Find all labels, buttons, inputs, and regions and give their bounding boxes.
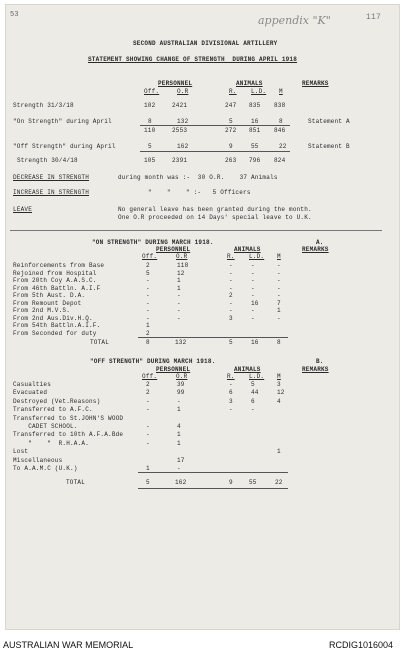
cell-off: -	[146, 439, 150, 447]
cell-or: -	[177, 465, 181, 472]
row-label: Evacuated	[13, 389, 48, 397]
row-label: Lost	[13, 448, 29, 456]
section-b-letter: B.	[316, 358, 324, 365]
cell-m: 838	[274, 102, 286, 109]
cell-off: -	[146, 307, 150, 314]
cell-ld: -	[251, 269, 255, 277]
cell-off: 8	[148, 118, 152, 125]
increase-text: " " " :- 5 Officers	[148, 189, 251, 196]
section-a-sub-r: R.	[227, 253, 235, 260]
section-a-title: "ON STRENGTH" DURING MARCH 1918.	[92, 239, 214, 246]
row-label: From 5th Aust. D.A.	[13, 292, 86, 299]
cell-off: -	[146, 292, 150, 299]
page-number: 117	[366, 13, 382, 22]
cell-off: 102	[144, 102, 156, 109]
cell-r: -	[229, 262, 233, 269]
row-label: "Off Strength" during April	[13, 143, 116, 150]
section-b-total-or: 162	[175, 479, 187, 486]
cell-or: -	[177, 314, 181, 322]
sum-rule	[140, 151, 290, 152]
cell-r: 9	[229, 143, 233, 150]
cell-m: -	[277, 284, 281, 292]
cell-ld: 55	[251, 143, 259, 150]
subheader-r: R.	[229, 88, 237, 95]
cell-or: 2421	[172, 102, 188, 109]
cell-or: 118	[177, 262, 189, 269]
cell-off: -	[146, 299, 150, 307]
sum-rule	[138, 472, 288, 473]
cell-or: 2391	[172, 157, 188, 164]
cell-m: -	[277, 277, 281, 284]
cell-or: 2553	[172, 127, 188, 134]
cell-ld: -	[251, 284, 255, 292]
sum-rule	[138, 337, 288, 338]
cell-off: 1	[146, 465, 150, 472]
cell-or: 4	[177, 423, 181, 430]
section-b-total-ld: 55	[249, 479, 257, 486]
cell-off: -	[146, 314, 150, 322]
subheader-ld: L.D.	[251, 88, 267, 95]
section-a-total-r: 5	[229, 339, 233, 346]
section-a-total-off: 8	[146, 339, 150, 346]
cell-r: 263	[225, 157, 237, 164]
cell-r: 6	[229, 389, 233, 397]
cell-off: -	[146, 284, 150, 292]
row-label: Destroyed (Vet.Reasons)	[13, 397, 101, 405]
cell-m: 824	[274, 157, 286, 164]
cell-m: 8	[279, 118, 283, 125]
cell-off: 2	[146, 389, 150, 397]
leave-label: LEAVE	[13, 206, 33, 213]
cell-m: 846	[274, 127, 286, 134]
cell-ld: 835	[249, 102, 261, 109]
sum-rule	[138, 488, 288, 489]
subheader-off: Off.	[144, 88, 160, 95]
cell-off: -	[146, 406, 150, 414]
cell-r: 3	[229, 314, 233, 322]
cell-m: -	[277, 314, 281, 322]
cell-off: 5	[148, 143, 152, 150]
section-a-letter: A.	[316, 239, 324, 246]
cell-off: 2	[146, 381, 150, 388]
cell-or: 132	[177, 118, 189, 125]
cell-or: -	[177, 292, 181, 299]
cell-or: 1	[177, 439, 181, 447]
cell-off: 2	[146, 329, 150, 337]
subheader-or: O.R	[177, 88, 189, 95]
section-b-sub-m: M	[277, 373, 281, 380]
row-label: Casualties	[13, 381, 52, 388]
cell-r: 3	[229, 397, 233, 405]
cell-ld: 5	[251, 381, 255, 388]
cell-off: -	[146, 431, 150, 439]
section-a-sub-ld: L.D.	[249, 253, 265, 260]
section-b-total-label: TOTAL	[66, 479, 86, 486]
cell-m: 4	[277, 397, 281, 405]
cell-remark: Statement A	[308, 118, 350, 125]
section-divider	[10, 230, 382, 231]
cell-r: 2	[229, 292, 233, 299]
row-label: Reinforcements from Base	[13, 262, 105, 269]
cell-off: -	[146, 397, 150, 405]
subheader-m: M	[279, 88, 283, 95]
cell-m: 12	[277, 389, 285, 397]
cell-or: 162	[177, 143, 189, 150]
document-title: SECOND AUSTRALIAN DIVISIONAL ARTILLERY	[133, 40, 278, 47]
section-b-sub-or: O.R	[176, 373, 188, 380]
cell-r: -	[229, 381, 233, 388]
row-label: From 2nd Aus.Div.H.Q.	[13, 314, 93, 322]
row-label: From 2nd M.V.S.	[13, 307, 71, 314]
section-a-sub-off: Off.	[142, 253, 158, 260]
cell-or: -	[177, 299, 181, 307]
row-label: From 20th Coy A.A.S.C.	[13, 277, 97, 284]
cell-ld: 16	[251, 299, 259, 307]
cell-ld: -	[251, 277, 255, 284]
cell-r: -	[229, 269, 233, 277]
cell-m: 7	[277, 299, 281, 307]
cell-off: 105	[144, 157, 156, 164]
document-subtitle: STATEMENT SHOWING CHANGE OF STRENGTH DURING APRIL 1918	[88, 56, 298, 63]
cell-or: 1	[177, 431, 181, 439]
header-remarks: REMARKS	[302, 80, 329, 87]
row-label: " " R.H.A.A.	[13, 439, 90, 447]
cell-m: -	[277, 292, 281, 299]
cell-r: -	[229, 406, 233, 414]
cell-or: 17	[177, 456, 185, 464]
row-label: Rejoined from Hospital	[13, 269, 97, 277]
increase-label: INCREASE IN STRENGTH	[13, 189, 90, 196]
footer-institution: AUSTRALIAN WAR MEMORIAL	[3, 640, 134, 650]
cell-m: 1	[277, 448, 281, 456]
section-b-header-remarks: REMARKS	[302, 366, 329, 373]
cell-remark: Statement B	[308, 143, 350, 150]
row-label: From Seconded for duty	[13, 329, 97, 337]
header-animals: ANIMALS	[236, 80, 263, 87]
cell-off: 2	[146, 262, 150, 269]
section-a-total-m: 8	[277, 339, 281, 346]
leave-text-1: No general leave has been granted during the month.	[118, 206, 312, 213]
row-label: Transferred to A.F.C.	[13, 406, 93, 414]
row-label: From 54th Battln.A.I.F.	[13, 322, 101, 329]
section-a-header-animals: ANIMALS	[234, 246, 261, 253]
cell-or: 12	[177, 269, 185, 277]
handwritten-annotation: appendix "K"	[258, 14, 331, 27]
section-b-header-animals: ANIMALS	[234, 366, 261, 373]
cell-or: -	[177, 307, 181, 314]
decrease-label: DECREASE IN STRENGTH	[13, 174, 90, 181]
row-label: To A.A.M.C (U.K.)	[13, 465, 78, 472]
row-label: CADET SCHOOL.	[13, 423, 78, 430]
cell-r: 272	[225, 127, 237, 134]
cell-or: 1	[177, 277, 181, 284]
section-a-sub-or: O.R	[176, 253, 188, 260]
cell-ld: 851	[249, 127, 261, 134]
header-personnel: PERSONNEL	[158, 80, 193, 87]
section-b-total-r: 9	[229, 479, 233, 486]
cell-ld: 796	[249, 157, 261, 164]
leave-text-2: One O.R proceeded on 14 Days' special leave to U.K.	[118, 214, 312, 221]
cell-ld: -	[251, 307, 255, 314]
cell-ld: -	[251, 314, 255, 322]
cell-ld: -	[251, 292, 255, 299]
row-label: "On Strength" during April	[13, 118, 112, 125]
row-label: Strength 30/4/18	[17, 157, 78, 164]
cell-m: -	[277, 262, 281, 269]
cell-ld: 44	[251, 389, 259, 397]
cell-r: 247	[225, 102, 237, 109]
cell-off: 5	[146, 269, 150, 277]
section-a-sub-m: M	[277, 253, 281, 260]
cell-off: 110	[144, 127, 156, 134]
cell-r: -	[229, 277, 233, 284]
cell-ld: 16	[251, 118, 259, 125]
cell-r: -	[229, 299, 233, 307]
section-b-sub-ld: L.D.	[249, 373, 265, 380]
cell-ld: -	[251, 262, 255, 269]
section-a-total-ld: 16	[251, 339, 259, 346]
cell-m: 22	[279, 143, 287, 150]
section-b-total-m: 22	[275, 479, 283, 486]
cell-ld: -	[251, 406, 255, 414]
section-b-header-personnel: PERSONNEL	[156, 366, 191, 373]
row-label: Transferred to St.JOHN'S WOOD	[13, 414, 124, 422]
cell-or: 1	[177, 406, 181, 414]
section-a-header-personnel: PERSONNEL	[156, 246, 191, 253]
cell-or: -	[177, 397, 181, 405]
cell-m: -	[277, 269, 281, 277]
corner-mark: 53	[10, 11, 19, 19]
cell-r: 5	[229, 118, 233, 125]
section-a-total-label: TOTAL	[90, 339, 110, 346]
cell-off: 1	[146, 322, 150, 329]
section-b-total-off: 5	[146, 479, 150, 486]
section-b-title: "OFF STRENGTH" DURING MARCH 1918.	[90, 358, 216, 365]
section-a-total-or: 132	[175, 339, 187, 346]
cell-r: -	[229, 307, 233, 314]
row-label: From 46th Battln. A.I.F	[13, 284, 101, 292]
section-b-sub-r: R.	[227, 373, 235, 380]
sum-rule	[140, 125, 290, 126]
cell-off: -	[146, 423, 150, 430]
cell-or: 39	[177, 381, 185, 388]
cell-ld: 6	[251, 397, 255, 405]
section-a-header-remarks: REMARKS	[302, 246, 329, 253]
cell-r: -	[229, 284, 233, 292]
decrease-text: during month was :- 30 O.R. 37 Animals	[118, 174, 278, 181]
row-label: From Remount Depot	[13, 299, 82, 307]
row-label: Transferred to 10th A.F.A.Bde	[13, 431, 124, 439]
footer-reference: RCDIG1016004	[329, 640, 394, 650]
cell-m: 3	[277, 381, 281, 388]
section-b-sub-off: Off.	[142, 373, 158, 380]
row-label: Strength 31/3/18	[13, 102, 74, 109]
cell-or: 99	[177, 389, 185, 397]
cell-or: 1	[177, 284, 181, 292]
cell-off: -	[146, 277, 150, 284]
row-label: Miscellaneous	[13, 456, 63, 464]
cell-m: 1	[277, 307, 281, 314]
